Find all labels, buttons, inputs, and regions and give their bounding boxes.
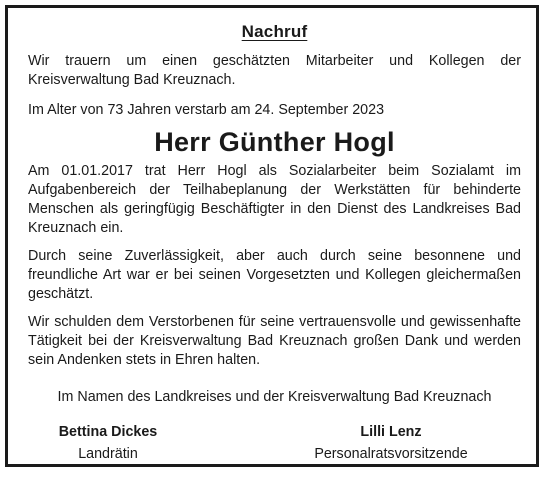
intro-text: Wir trauern um einen geschätzten Mitarbeiter und Kollegen der Kreisverwaltung Bad Kreuznach. [28, 53, 521, 88]
signature-block [28, 421, 521, 465]
signatory-role: Landrätin [78, 446, 138, 462]
paragraph-career: Am 01.01.2017 trat Herr Hogl als Sozialarbeiter beim Sozialamt im Aufgabenbereich der Teilhabeplanung der Werkstätten für behinderte Menschen als geringfügig Beschäftigter in den Dienst des Landkreises Bad Kreuznach ein. [28, 163, 521, 236]
signatory-role: Personalratsvorsitzende [314, 446, 468, 462]
signatory-name: Lilli Lenz [360, 424, 422, 440]
closing-line: Im Namen des Landkreises und der Kreisverwaltung Bad Kreuznach [57, 389, 492, 405]
signatory-name: Bettina Dickes [58, 424, 158, 440]
deceased-name: Herr Günther Hogl [154, 127, 395, 157]
age-line: Im Alter von 73 Jahren verstarb am 24. September 2023 [28, 102, 385, 118]
obituary-content [28, 22, 521, 465]
signatory-right [281, 421, 501, 465]
obituary-heading: Nachruf [241, 22, 308, 41]
signatory-left [0, 421, 218, 465]
paragraph-character: Durch seine Zuverlässigkeit, aber auch durch seine besonnene und freundliche Art war er bei seinen Vorgesetzten und Kollegen gleichermaßen geschätzt. [28, 248, 521, 302]
paragraph-gratitude: Wir schulden dem Verstorbenen für seine vertrauensvolle und gewissenhafte Tätigkeit bei der Kreisverwaltung Bad Kreuznach großen Dank und werden sein Andenken stets in Ehren halten. [28, 314, 521, 368]
